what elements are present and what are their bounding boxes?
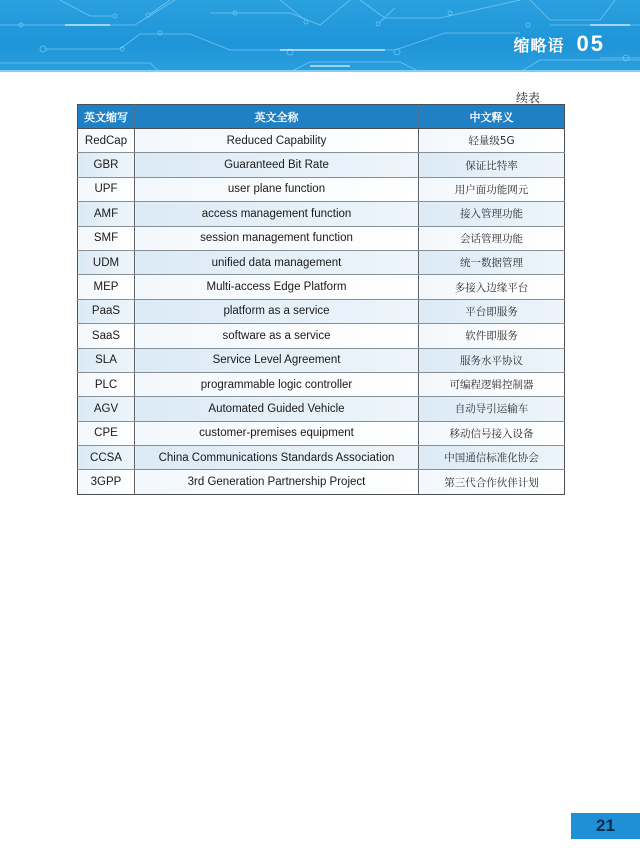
abbr-cell: CCSA	[78, 446, 135, 470]
full-name-cell: Guaranteed Bit Rate	[135, 153, 419, 177]
full-name-cell: 3rd Generation Partnership Project	[135, 470, 419, 494]
full-name-cell: Reduced Capability	[135, 129, 419, 153]
chinese-cell: 多接入边缘平台	[419, 275, 565, 299]
chinese-cell: 会话管理功能	[419, 226, 565, 250]
table-row	[78, 177, 565, 201]
chinese-cell: 服务水平协议	[419, 348, 565, 372]
chinese-cell: 轻量级5G	[419, 129, 565, 153]
full-name-cell: access management function	[135, 202, 419, 226]
abbr-cell: RedCap	[78, 129, 135, 153]
chinese-cell: 软件即服务	[419, 324, 565, 348]
continued-label: 续表	[516, 91, 541, 105]
section-title	[514, 31, 606, 57]
full-name-cell: customer-premises equipment	[135, 421, 419, 445]
banner-edge	[0, 70, 640, 72]
abbr-cell: UPF	[78, 177, 135, 201]
chinese-cell: 可编程逻辑控制器	[419, 372, 565, 396]
full-name-cell: session management function	[135, 226, 419, 250]
table-row	[78, 275, 565, 299]
abbr-cell: SLA	[78, 348, 135, 372]
abbr-cell: PLC	[78, 372, 135, 396]
table-row	[78, 421, 565, 445]
section-number: 05	[576, 31, 605, 56]
chinese-cell: 自动导引运输车	[419, 397, 565, 421]
abbr-cell: AGV	[78, 397, 135, 421]
full-name-cell: software as a service	[135, 324, 419, 348]
chinese-cell: 保证比特率	[419, 153, 565, 177]
full-name-cell: programmable logic controller	[135, 372, 419, 396]
table-row	[78, 299, 565, 323]
table-row	[78, 397, 565, 421]
table-row	[78, 250, 565, 274]
chinese-cell: 中国通信标准化协会	[419, 446, 565, 470]
abbreviation-table	[77, 104, 565, 495]
chinese-cell: 第三代合作伙伴计划	[419, 470, 565, 494]
column-header-abbr: 英文缩写	[78, 105, 135, 129]
table-row	[78, 372, 565, 396]
full-name-cell: Automated Guided Vehicle	[135, 397, 419, 421]
abbr-cell: SaaS	[78, 324, 135, 348]
abbr-cell: MEP	[78, 275, 135, 299]
abbr-cell: SMF	[78, 226, 135, 250]
full-name-cell: unified data management	[135, 250, 419, 274]
abbr-cell: CPE	[78, 421, 135, 445]
table-row	[78, 348, 565, 372]
table-row	[78, 153, 565, 177]
chinese-cell: 用户面功能网元	[419, 177, 565, 201]
abbr-cell: UDM	[78, 250, 135, 274]
page-number: 21	[571, 813, 640, 839]
full-name-cell: user plane function	[135, 177, 419, 201]
table-row	[78, 446, 565, 470]
table-row	[78, 129, 565, 153]
full-name-cell: platform as a service	[135, 299, 419, 323]
table-row	[78, 324, 565, 348]
full-name-cell: Service Level Agreement	[135, 348, 419, 372]
full-name-cell: China Communications Standards Association	[135, 446, 419, 470]
abbr-cell: AMF	[78, 202, 135, 226]
section-label: 缩略语	[513, 36, 565, 55]
column-header-chinese: 中文释义	[419, 105, 565, 129]
table-header-row	[78, 105, 565, 129]
top-banner	[0, 0, 640, 72]
chinese-cell: 统一数据管理	[419, 250, 565, 274]
table-row	[78, 202, 565, 226]
column-header-full-name: 英文全称	[135, 105, 419, 129]
table-row	[78, 226, 565, 250]
chinese-cell: 移动信号接入设备	[419, 421, 565, 445]
chinese-cell: 平台即服务	[419, 299, 565, 323]
abbr-cell: GBR	[78, 153, 135, 177]
abbr-cell: PaaS	[78, 299, 135, 323]
abbr-cell: 3GPP	[78, 470, 135, 494]
chinese-cell: 接入管理功能	[419, 202, 565, 226]
table-row	[78, 470, 565, 494]
full-name-cell: Multi-access Edge Platform	[135, 275, 419, 299]
